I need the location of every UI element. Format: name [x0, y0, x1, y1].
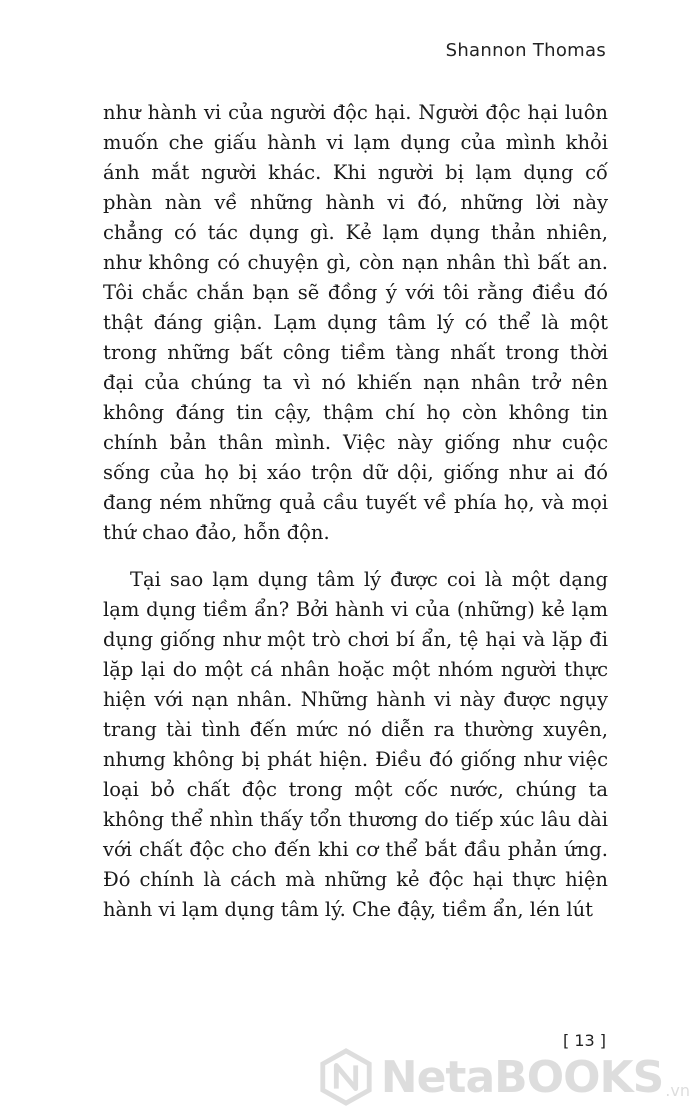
page-number: [ 13 ]: [562, 1031, 606, 1050]
body-text: [103, 98, 608, 925]
paragraph-1: như hành vi của người độc hại. Người độc hại luôn muốn che giấu hành vi lạm dụng của mình khỏi ánh mắt người khác. Khi người bị lạm dụng cố phàn nàn về những hành vi đó, những lời này chẳng có tác dụng gì. Kẻ lạm dụng thản nhiên, như không có chuyện gì, còn nạn nhân thì bất an. Tôi chắc chắn bạn sẽ đồng ý với tôi rằng điều đó thật đáng giận. Lạm dụng tâm lý có thể là một trong những bất công tiềm tàng nhất trong thời đại của chúng ta vì nó khiến nạn nhân trở nên không đáng tin cậy, thậm chí họ còn không tin chính bản thân mình. Việc này giống như cuộc sống của họ bị xáo trộn dữ dội, giống như ai đó đang ném những quả cầu tuyết về phía họ, và mọi thứ chao đảo, hỗn độn.: [103, 101, 608, 544]
watermark-tld: .vn: [665, 1081, 690, 1100]
hexagon-n-logo-icon: [317, 1048, 375, 1106]
paragraph-2: Tại sao lạm dụng tâm lý được coi là một dạng lạm dụng tiềm ẩn? Bởi hành vi của (những) kẻ lạm dụng giống như một trò chơi bí ẩn, tệ hại và lặp đi lặp lại do một cá nhân hoặc một nhóm người thực hiện với nạn nhân. Những hành vi này được ngụy trang tài tình đến mức nó diễn ra thường xuyên, nhưng không bị phát hiện. Điều đó giống như việc loại bỏ chất độc trong một cốc nước, chúng ta không thể nhìn thấy tổn thương do tiếp xúc lâu dài với chất độc cho đến khi cơ thể bắt đầu phản ứng. Đó chính là cách mà những kẻ độc hại thực hiện hành vi lạm dụng tâm lý. Che đậy, tiềm ẩn, lén lút: [103, 568, 608, 921]
watermark-brand: NetaBOOKS: [380, 1051, 664, 1103]
watermark: [317, 1048, 690, 1106]
running-header-author: Shannon Thomas: [445, 40, 606, 61]
